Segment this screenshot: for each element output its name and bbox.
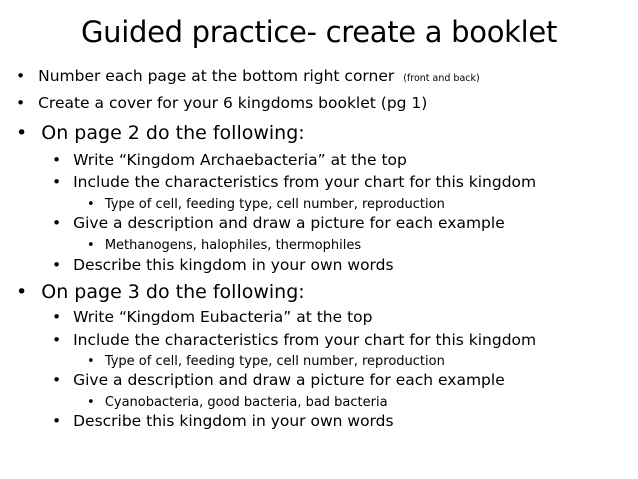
item-note: (front and back): [403, 73, 480, 84]
item-text: Type of cell, feeding type, cell number, reproduction: [104, 354, 445, 369]
list-item: [87, 396, 388, 409]
bullet: •: [52, 214, 62, 232]
item-text: Create a cover for your 6 kingdoms booklet (pg 1): [38, 94, 428, 112]
item-text: On page 3 do the following:: [41, 281, 305, 303]
bullet: •: [52, 256, 62, 274]
bullet: •: [52, 371, 62, 389]
list-item: [52, 373, 505, 389]
item-text: Write “Kingdom Archaebacteria” at the top: [73, 151, 407, 169]
list-item: [87, 355, 445, 368]
list-item: [87, 198, 445, 211]
bullet: •: [52, 412, 62, 430]
bullet: •: [87, 354, 95, 369]
bullet: •: [87, 197, 95, 212]
bullet: •: [52, 331, 62, 349]
list-item: [52, 414, 394, 430]
item-text: Include the characteristics from your chart for this kingdom: [73, 173, 537, 191]
item-text: Write “Kingdom Eubacteria” at the top: [73, 308, 373, 326]
item-text: Methanogens, halophiles, thermophiles: [104, 238, 362, 253]
list-item: [87, 239, 361, 252]
bullet: •: [52, 308, 62, 326]
item-text: On page 2 do the following:: [41, 122, 305, 144]
list-item: [52, 153, 407, 169]
bullet: •: [87, 395, 95, 410]
list-item: [52, 310, 372, 326]
bullet: •: [16, 122, 28, 144]
item-text: Include the characteristics from your chart for this kingdom: [73, 331, 537, 349]
bullet: •: [16, 67, 26, 85]
item-text: Give a description and draw a picture for each example: [73, 371, 505, 389]
slide-title: Guided practice- create a booklet: [80, 15, 558, 49]
item-text: Cyanobacteria, good bacteria, bad bacteria: [104, 395, 388, 410]
list-item: [16, 69, 480, 85]
item-text: Describe this kingdom in your own words: [73, 412, 394, 430]
list-item: [16, 124, 305, 143]
list-item: [52, 175, 536, 191]
list-item: [16, 283, 305, 302]
bullet: •: [87, 238, 95, 253]
bullet: •: [16, 94, 26, 112]
item-text: Type of cell, feeding type, cell number, reproduction: [104, 197, 445, 212]
list-item: [52, 216, 505, 232]
list-item: [52, 258, 394, 274]
list-item: [16, 96, 427, 112]
bullet: •: [16, 281, 28, 303]
item-text: Describe this kingdom in your own words: [73, 256, 394, 274]
bullet: •: [52, 173, 62, 191]
bullet: •: [52, 151, 62, 169]
item-text: Number each page at the bottom right corner: [38, 67, 395, 85]
item-text: Give a description and draw a picture for each example: [73, 214, 505, 232]
list-item: [52, 333, 536, 349]
